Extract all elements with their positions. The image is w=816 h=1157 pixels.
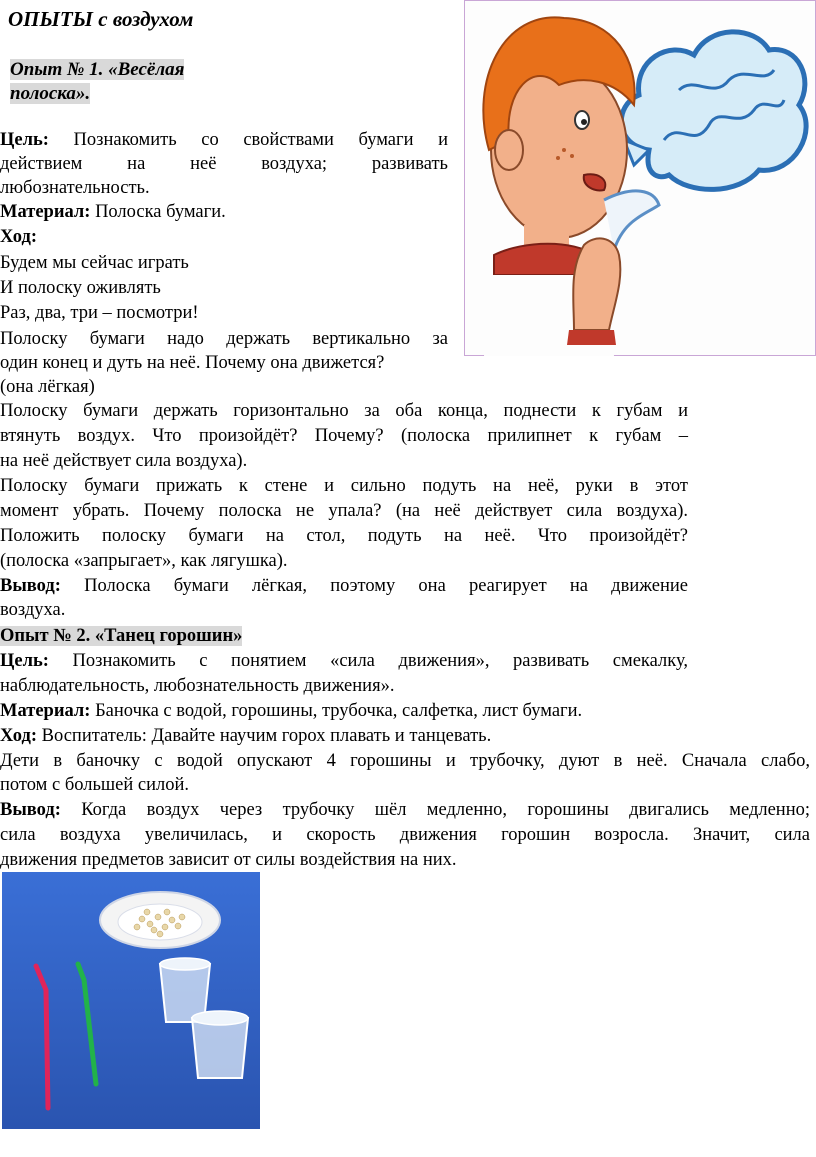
material-text: Полоска бумаги. — [90, 202, 226, 222]
procedure-text: Воспитатель: Давайте научим горох плавать и танцевать. — [37, 726, 492, 746]
exp2-conclusion-line-2: сила воздуха увеличилась, и скорость движения горошин возросла. Значит, сила — [0, 825, 810, 845]
goal-label: Цель: — [0, 651, 49, 671]
material-label: Материал: — [0, 701, 91, 721]
exp1-goal-line-3: любознательность. — [0, 178, 150, 198]
boy-blowing-illustration — [464, 0, 816, 356]
exp1-procedure-label: Ход: — [0, 227, 38, 247]
exp2-conclusion-line-1 — [0, 799, 810, 823]
goal-text: Познакомить с понятием «сила движения», развивать смекалку, — [72, 651, 688, 671]
exp1-goal-line-1 — [0, 129, 448, 153]
poem-line-1: Будем мы сейчас играть — [0, 253, 189, 273]
experiment-1-heading — [10, 58, 207, 106]
conclusion-label: Вывод: — [0, 800, 61, 820]
exp1-wide-line-2: втянуть воздух. Что произойдёт? Почему? (полоска прилипнет к губам – — [0, 426, 688, 446]
procedure-label: Ход: — [0, 726, 38, 746]
exp2-conclusion-line-3: движения предметов зависит от силы воздействия на них. — [0, 850, 457, 870]
exp1-wide-line-5: момент убрать. Почему полоска не упала? (на неё действует сила воздуха). — [0, 501, 688, 521]
experiment-2-heading-text: Опыт № 2. «Танец горошин» — [0, 626, 243, 646]
exp1-step-line-3: (она лёгкая) — [0, 377, 95, 397]
peas-experiment-photo — [2, 872, 260, 1129]
exp1-step-line-2: один конец и дуть на неё. Почему она движется? — [0, 353, 385, 373]
poem-line-3: Раз, два, три – посмотри! — [0, 303, 199, 323]
exp2-step-line-2: потом с большей силой. — [0, 775, 190, 795]
goal-label: Цель: — [0, 130, 49, 150]
poem-line-2: И полоску оживлять — [0, 278, 161, 298]
goal-text: Познакомить со свойствами бумаги и — [73, 130, 448, 150]
exp2-material — [0, 700, 582, 724]
experiment-2-heading — [0, 625, 242, 649]
experiment-1-heading-text: Опыт № 1. «Весёлая полоска». — [10, 59, 185, 104]
exp1-wide-line-6: Положить полоску бумаги на стол, подуть на неё. Что произойдёт? — [0, 526, 688, 546]
page-title: ОПЫТЫ с воздухом — [8, 7, 194, 31]
exp2-procedure — [0, 725, 491, 749]
conclusion-text: Когда воздух через трубочку шёл медленно, горошины двигались медленно; — [81, 800, 810, 820]
exp1-wide-line-3: на неё действует сила воздуха). — [0, 451, 248, 471]
exp1-conclusion-line-2: воздуха. — [0, 600, 66, 620]
exp2-step-line-1: Дети в баночку с водой опускают 4 горошины и трубочку, дуют в неё. Сначала слабо, — [0, 751, 810, 771]
material-text: Баночка с водой, горошины, трубочка, салфетка, лист бумаги. — [90, 701, 583, 721]
exp1-wide-line-7: (полоска «запрыгает», как лягушка). — [0, 551, 288, 571]
exp1-goal-line-2: действием на неё воздуха; развивать — [0, 154, 448, 174]
exp2-goal-line-2: наблюдательность, любознательность движения». — [0, 676, 395, 696]
exp2-goal-line-1 — [0, 650, 688, 674]
exp1-wide-line-4: Полоску бумаги прижать к стене и сильно подуть на неё, руки в этот — [0, 476, 688, 496]
exp1-wide-line-1: Полоску бумаги держать горизонтально за оба конца, поднести к губам и — [0, 401, 688, 421]
exp1-conclusion-line-1 — [0, 575, 688, 599]
material-label: Материал: — [0, 202, 91, 222]
exp1-material — [0, 201, 226, 225]
conclusion-text: Полоска бумаги лёгкая, поэтому она реагирует на движение — [84, 576, 688, 596]
conclusion-label: Вывод: — [0, 576, 61, 596]
exp1-step-line-1: Полоску бумаги надо держать вертикально за — [0, 329, 448, 349]
